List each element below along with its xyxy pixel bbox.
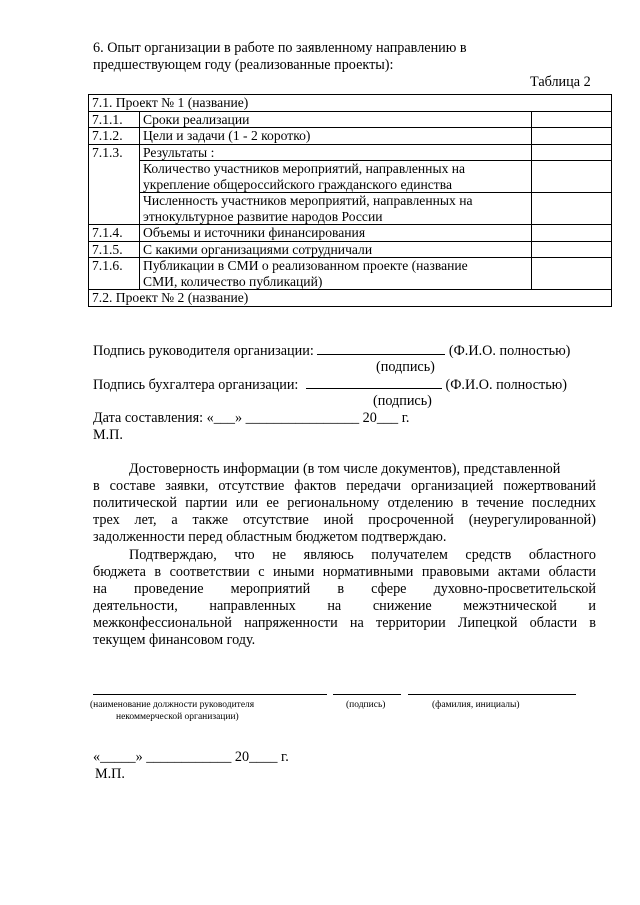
table-row [89, 111, 612, 128]
row-label: Результаты : [140, 144, 532, 161]
position-caption-line2: некоммерческой организации) [116, 712, 239, 722]
paragraph-line: на проведение мероприятий в сфере духовно-просветительской [93, 581, 596, 597]
section-heading-line2: предшествующем году (реализованные проекты): [93, 57, 394, 73]
table-caption: Таблица 2 [530, 74, 591, 90]
stamp-label: М.П. [93, 427, 123, 443]
row-label: Цели и задачи (1 - 2 коротко) [140, 128, 532, 145]
date-line: Дата составления: «___» ________________ 20___ г. [93, 410, 410, 426]
head-sig-caption: (подпись) [376, 359, 435, 375]
table-row [89, 258, 612, 290]
position-caption-line1: (наименование должности руководителя [90, 700, 255, 710]
table-row [89, 128, 612, 145]
paragraph-line: Достоверность информации (в том числе документов), представленной [129, 461, 561, 477]
table-row [89, 225, 612, 242]
row-value-cell [532, 193, 612, 225]
row-value-cell [532, 111, 612, 128]
project1-title: 7.1. Проект № 1 (название) [89, 95, 612, 112]
row-number: 7.1.4. [89, 225, 140, 242]
paragraph-line: в составе заявки, отсутствие фактов передачи организацией пожертвований [93, 478, 596, 494]
row-label: Публикации в СМИ о реализованном проекте (название СМИ, количество публикаций) [140, 258, 532, 290]
paragraph-line: деятельности, направленных на снижение межэтнической и [93, 598, 596, 614]
paragraph-line: задолженности перед областным бюджетом подтверждаю. [93, 529, 447, 545]
head-signature-label: Подпись руководителя организации: [93, 343, 314, 359]
table-row [89, 95, 612, 112]
accountant-signature-blank [306, 376, 442, 389]
row-number: 7.1.1. [89, 111, 140, 128]
table-row [89, 161, 612, 193]
name-caption: (фамилия, инициалы) [432, 700, 520, 710]
table-row [89, 241, 612, 258]
accountant-signature-label: Подпись бухгалтера организации: [93, 377, 299, 393]
accountant-fio-caption: (Ф.И.О. полностью) [445, 377, 568, 393]
paragraph-line: политической партии или ее региональному отделению в течение последних [93, 495, 596, 511]
accountant-sig-caption: (подпись) [373, 393, 432, 409]
head-fio-caption: (Ф.И.О. полностью) [448, 343, 571, 359]
paragraph-line: межконфессиональной напряженности на территории Липецкой области в [93, 615, 596, 631]
project2-title: 7.2. Проект № 2 (название) [89, 290, 612, 307]
signature-blank [333, 694, 401, 695]
row-value-cell [532, 128, 612, 145]
row-label: С какими организациями сотрудничали [140, 241, 532, 258]
row-number: 7.1.2. [89, 128, 140, 145]
footer-date-line: «_____» ____________ 20____ г. [93, 749, 289, 765]
paragraph-line: текущем финансовом году. [93, 632, 256, 648]
row-value-cell [532, 225, 612, 242]
projects-table [88, 94, 612, 307]
signature-caption: (подпись) [346, 700, 386, 710]
position-blank [93, 694, 327, 695]
row-value-cell [532, 241, 612, 258]
row-value-cell [532, 144, 612, 161]
accountant-signature-line [93, 376, 567, 394]
row-number: 7.1.3. [89, 144, 140, 225]
row-label: Количество участников мероприятий, направленных на укрепление общероссийского гражданского единства [140, 161, 532, 193]
paragraph-line: бюджета в соответствии с иными нормативными правовыми актами области [93, 564, 596, 580]
footer-stamp: М.П. [95, 766, 125, 782]
table-row [89, 193, 612, 225]
row-number: 7.1.5. [89, 241, 140, 258]
row-label: Сроки реализации [140, 111, 532, 128]
head-signature-line [93, 342, 570, 360]
row-value-cell [532, 161, 612, 193]
table-row [89, 144, 612, 161]
paragraph-line: трех лет, а также отсутствие иной просроченной (неурегулированной) [93, 512, 596, 528]
row-value-cell [532, 258, 612, 290]
table-row [89, 290, 612, 307]
name-blank [408, 694, 576, 695]
row-label: Численность участников мероприятий, направленных на этнокультурное развитие народов России [140, 193, 532, 225]
row-label: Объемы и источники финансирования [140, 225, 532, 242]
section-heading-line1: 6. Опыт организации в работе по заявленному направлению в [93, 40, 467, 56]
row-number: 7.1.6. [89, 258, 140, 290]
paragraph-line: Подтверждаю, что не являюсь получателем средств областного [129, 547, 596, 563]
head-signature-blank [317, 342, 445, 355]
